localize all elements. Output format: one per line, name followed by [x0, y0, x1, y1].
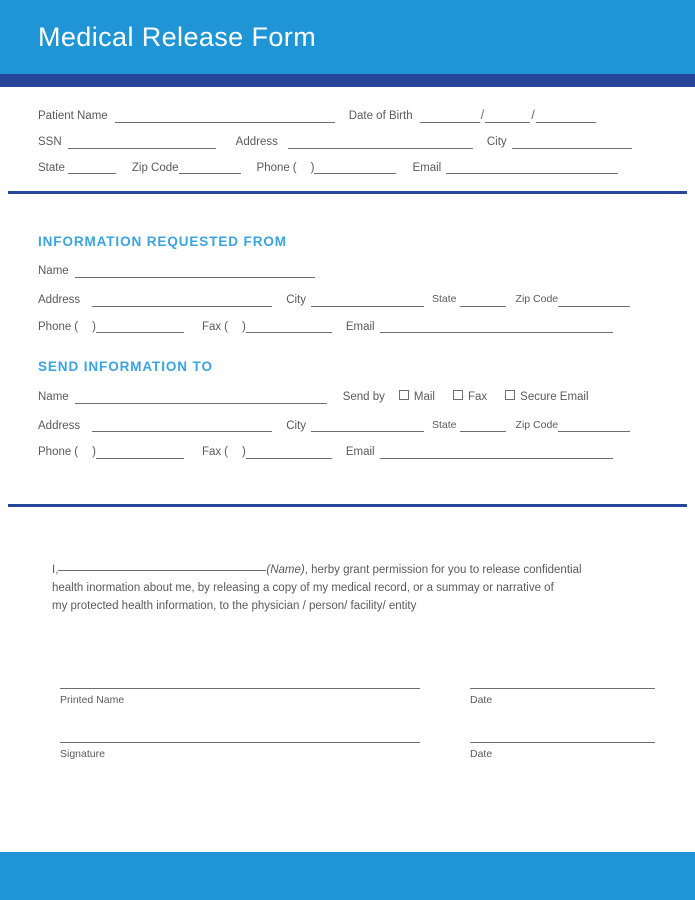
requested-from-row-phone: [38, 321, 655, 334]
requested-from-fax-input[interactable]: [246, 321, 332, 333]
date-label-2: Date: [470, 747, 493, 760]
send-to-zip-input[interactable]: [558, 420, 630, 432]
requested-from-name-input[interactable]: [75, 266, 315, 278]
send-to-name-input[interactable]: [75, 392, 327, 404]
send-to-email-label: Email: [345, 446, 375, 459]
requested-from-city-label: City: [286, 293, 306, 306]
send-by-option-mail[interactable]: [399, 390, 435, 404]
patient-row-ssn-address-city: [38, 136, 655, 149]
send-by-label: Send by: [342, 390, 385, 403]
send-to-fax-paren-open: (: [224, 446, 228, 459]
page-footer: [0, 852, 695, 900]
phone-paren-close: ): [310, 161, 315, 174]
consent-line1-rest: , herby grant permission for you to release confidential: [304, 564, 582, 577]
requested-from-email-input[interactable]: [380, 321, 613, 333]
consent-name-input[interactable]: [58, 559, 266, 571]
phone-paren-open: (: [292, 161, 297, 174]
information-requested-from-section: [0, 194, 695, 333]
send-to-city-label: City: [286, 419, 306, 432]
send-to-heading: SEND INFORMATION TO: [38, 359, 213, 375]
requested-from-phone-paren-close: ): [92, 320, 96, 333]
send-to-city-input[interactable]: [311, 420, 424, 432]
send-information-to-section: [0, 333, 695, 459]
address-input[interactable]: [288, 137, 473, 149]
requested-from-fax-paren-open: (: [224, 320, 228, 333]
send-by-option-secure-email[interactable]: [505, 390, 588, 404]
requested-from-fax-paren-close: ): [241, 320, 246, 333]
requested-from-email-label: Email: [345, 320, 375, 333]
zip-code-label: Zip Code: [131, 161, 179, 174]
ssn-label: SSN: [38, 136, 62, 148]
requested-from-zip-input[interactable]: [558, 295, 630, 307]
zip-code-input[interactable]: [179, 162, 241, 174]
signature-row-printed-name: [60, 688, 655, 706]
consent-line2: health inormation about me, by releasing a copy of my medical record, or a summay or narrative of: [52, 581, 554, 594]
signature-row-signature: [60, 742, 655, 760]
ssn-input[interactable]: [68, 137, 216, 149]
signature-date-field[interactable]: [470, 742, 655, 760]
send-by-option-fax[interactable]: [453, 390, 487, 404]
patient-information-section: [0, 87, 695, 174]
dob-separator-1: /: [480, 107, 485, 122]
patient-row-state-zip-phone-email: [38, 162, 655, 175]
date-label-1: Date: [470, 693, 493, 706]
requested-from-name-label: Name: [38, 265, 69, 278]
send-to-phone-paren-close: ): [92, 446, 96, 459]
send-to-fax-paren-close: ): [241, 446, 246, 459]
requested-from-address-input[interactable]: [92, 295, 272, 307]
send-by-option-mail-label: Mail: [413, 391, 435, 404]
printed-name-date-field[interactable]: [470, 688, 655, 706]
page-header: [0, 0, 695, 74]
requested-from-phone-paren-open: (: [74, 320, 79, 333]
checkbox-icon[interactable]: [453, 390, 463, 400]
send-to-phone-label: Phone: [38, 446, 72, 459]
page-title: Medical Release Form: [38, 21, 317, 52]
dob-day-input[interactable]: [485, 111, 530, 123]
consent-name-hint: (Name): [266, 564, 305, 577]
requested-from-row-name: [38, 265, 655, 278]
dob-year-input[interactable]: [536, 111, 596, 123]
patient-row-name-dob: [38, 109, 655, 123]
city-label: City: [486, 136, 507, 148]
requested-from-zip-label: Zip Code: [515, 293, 559, 306]
requested-from-row-address: [38, 294, 655, 307]
send-to-name-label: Name: [38, 391, 69, 404]
consent-lead: I,: [52, 564, 59, 577]
printed-name-label: Printed Name: [60, 693, 125, 706]
send-by-option-fax-label: Fax: [467, 391, 488, 404]
send-to-address-input[interactable]: [92, 420, 272, 432]
send-to-phone-input[interactable]: [96, 447, 184, 459]
signature-label: Signature: [60, 747, 105, 760]
requested-from-fax-label: Fax: [201, 320, 222, 333]
requested-from-state-label: State: [432, 293, 457, 306]
send-to-fax-label: Fax: [201, 446, 222, 459]
signature-field[interactable]: [60, 742, 420, 760]
email-input[interactable]: [446, 162, 618, 174]
requested-from-city-input[interactable]: [311, 295, 424, 307]
requested-from-phone-input[interactable]: [96, 321, 184, 333]
dob-separator-2: /: [531, 107, 535, 122]
send-to-row-phone: [38, 446, 655, 459]
patient-name-input[interactable]: [115, 111, 335, 123]
consent-paragraph: [0, 507, 695, 615]
printed-name-field[interactable]: [60, 688, 420, 706]
requested-from-phone-label: Phone: [38, 320, 72, 333]
requested-from-heading: INFORMATION REQUESTED FROM: [38, 234, 287, 250]
checkbox-icon[interactable]: [399, 390, 409, 400]
send-to-state-input[interactable]: [460, 420, 506, 432]
phone-label: Phone: [256, 161, 290, 174]
dob-month-input[interactable]: [420, 111, 480, 123]
send-to-row-name: [38, 390, 655, 404]
send-by-option-secure-email-label: Secure Email: [520, 391, 589, 404]
requested-from-address-label: Address: [38, 293, 81, 306]
consent-line3: my protected health information, to the physician / person/ facility/ entity: [52, 599, 417, 612]
patient-name-label: Patient Name: [38, 110, 108, 123]
send-to-fax-input[interactable]: [246, 447, 332, 459]
email-label: Email: [412, 161, 442, 174]
phone-input[interactable]: [314, 162, 396, 174]
signature-block: [0, 616, 695, 760]
state-label: State: [38, 161, 65, 174]
requested-from-state-input[interactable]: [460, 295, 506, 307]
send-to-state-label: State: [432, 419, 457, 432]
send-to-email-input[interactable]: [380, 447, 613, 459]
send-to-address-label: Address: [38, 419, 81, 432]
checkbox-icon[interactable]: [505, 390, 515, 400]
send-to-phone-paren-open: (: [74, 446, 79, 459]
address-label: Address: [235, 136, 278, 148]
send-to-row-address: [38, 420, 655, 433]
date-of-birth-label: Date of Birth: [348, 110, 413, 123]
send-to-zip-label: Zip Code: [515, 419, 559, 432]
city-input[interactable]: [512, 137, 632, 149]
state-input[interactable]: [68, 162, 116, 174]
header-navy-bar: [0, 74, 695, 87]
